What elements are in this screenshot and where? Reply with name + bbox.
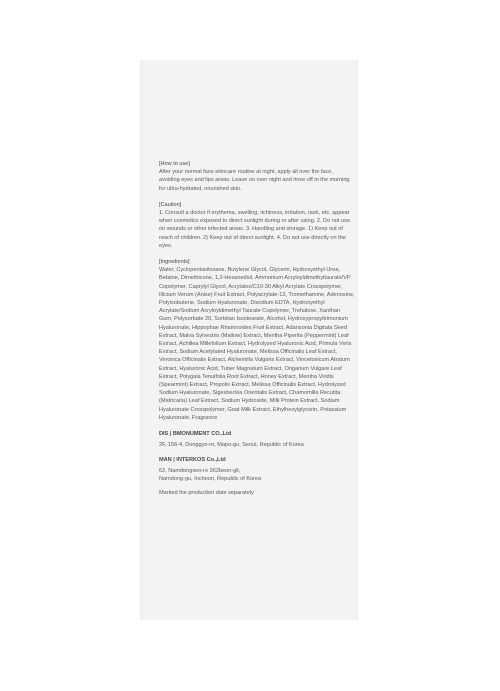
product-box-panel — [140, 60, 358, 620]
distributor-address: 2F, 156-4, Donggyo-ro, Mapo-gu, Seoul, Republic of Korea — [159, 442, 304, 449]
caution-section — [159, 201, 355, 250]
how-to-use-section — [159, 160, 355, 193]
manufacturer-address-line2: Namdong-gu, Incheon, Republic of Korea — [159, 475, 262, 482]
caution-text: 1. Consult a doctor if erythema, swelling, itchiness, irritation, rash, etc. appear when cosmetics exposed to direct sunlight during or after using. 2. Do not use on wounds or other infected areas. 3. Handling and storage. 1) Keep out of reach of children. 2) Keep out of direct sunlight. 4. Do not use directly on the eyes. — [159, 210, 350, 249]
manufacturer-block — [159, 456, 355, 484]
ingredients-text: Water, Cyclopentasiloxane, Butylene Glycol, Glycerin, Hydroxyethyl Urea, Betaine, Dimethicone, 1,2-Hexanediol, Ammonium Acryloyldimethyltaurate/VP Copolymer, Caprylyl Glycol, Acrylates/C10-30 Alkyl Acrylate Crosspolymer, Illicium Verum (Anise) Fruit Extract, Polyacrylate-13, Tromethamine, Adenosine, Polyisobutene, Sodium Hyaluronate, Disodium EDTA, Hydroxyethyl Acrylate/Sodium Acryloyldimethyl Taurate Copolymer, Trehalose, Xanthan Gum, Polysorbate 20, Sorbitan Isostearate, Alcohol, Hydroxypropyltrimonium Hyaluronate, Hippophae Rhamnoides Fruit Extract, Adansonia Digitata Seed Extract, Malva Sylvestris (Mallow) Extract, Mentha Piperita (Peppermint) Leaf Extract, Achillea Millefolium Extract, Hydrolyzed Hyaluronic Acid, Primula Veris Extract, Sodium Acetylated Hyaluronate, Melissa Officinalis Leaf Extract, Veronica Officinalis Extract, Alchemilla Vulgaris Extract, Vincetoxicum Atratum Extract, Hyaluronic Acid, Tuber Magnatum Extract, Origanum Vulgare Leaf Extract, Polygala Tenuifolia Root Extract, Honey Extract, Mentha Viridis (Spearmint) Extract, Propolis Extract, Melissa Officinalis Extract, Hydrolyzed Sodium Hyaluronate, Sigesbeckia Orientalis Extract, Chamomilla Recutita (Matricaria) Leaf Extract, Sodium Hydroxide, Milk Protein Extract, Sodium Hyaluronate Crosspolymer, Goat Milk Extract, Ethylhexylglycerin, Potassium Hyaluronate, Fragrance — [159, 267, 355, 421]
manufacturer-address-line1: 62, Namdongseo-ro 362beon-gil, — [159, 467, 241, 474]
production-date-note: Marked the production date separately — [159, 490, 254, 497]
distributor-block — [159, 430, 355, 449]
label-text-block — [159, 160, 355, 497]
manufacturer-name: MAN | INTERKOS Co.,Ltd — [159, 456, 226, 463]
ingredients-heading: [Ingredients] — [159, 259, 190, 266]
how-to-use-text: After your normal face-skincare routine at night, apply all over the face, avoiding eyes and lips areas. Leave on over night and rinse off in the morning for ultra-hydrated, nourished skin. — [159, 169, 350, 192]
ingredients-section — [159, 258, 355, 422]
distributor-name: DIS | BMONUMENT CO.,Ltd — [159, 431, 232, 438]
caution-heading: [Caution] — [159, 201, 182, 208]
how-to-use-heading: [How to use] — [159, 161, 190, 167]
